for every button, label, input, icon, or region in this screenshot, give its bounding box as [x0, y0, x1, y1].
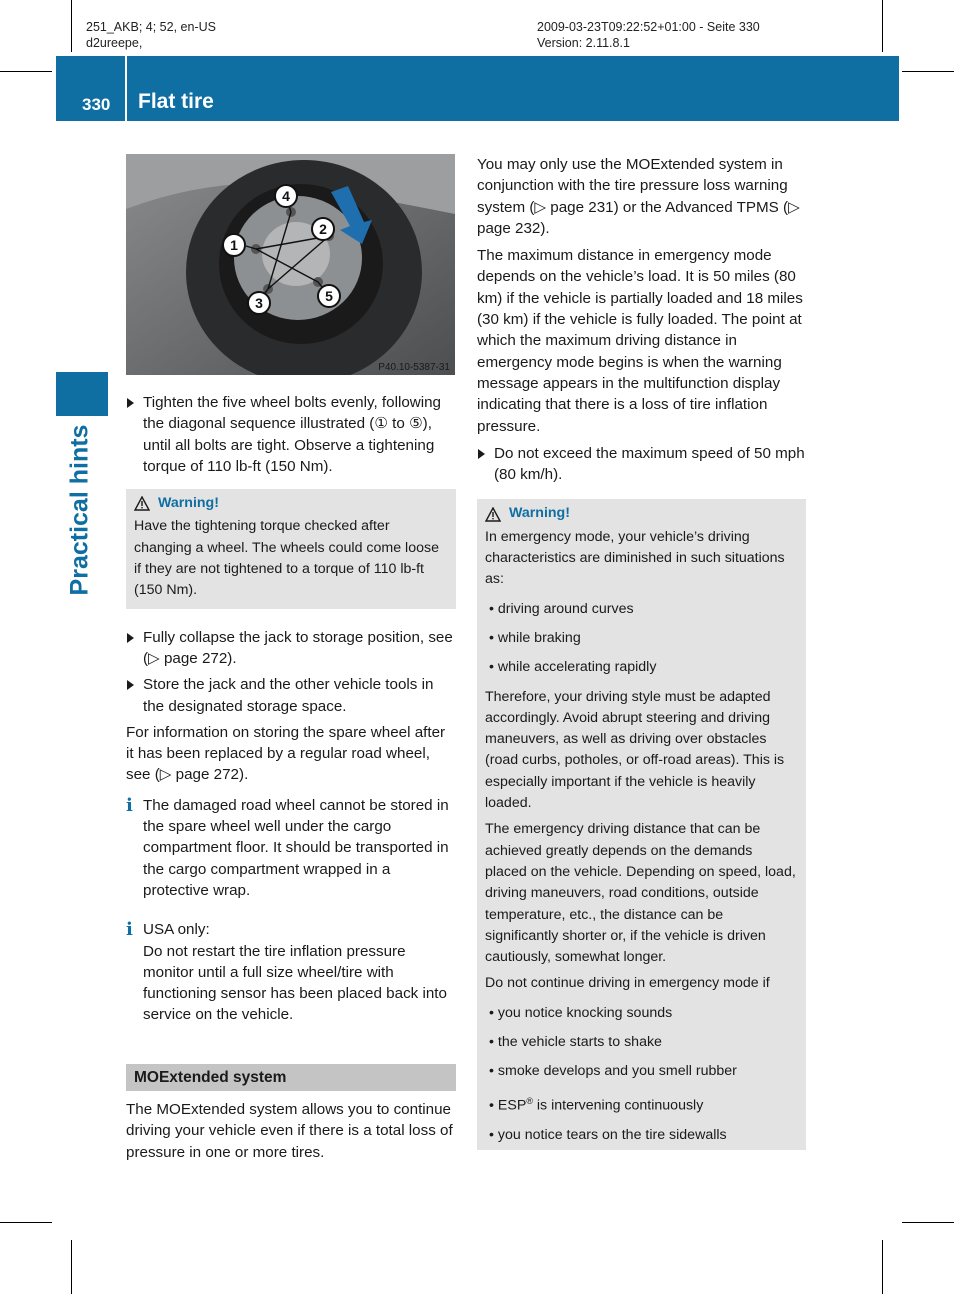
step-text: Tighten the five wheel bolts evenly, following the diagonal sequence illustrated (① to ⑤), until all bolts are tight. Observe a tightening torque of 110 lb-ft (150 Nm).: [143, 394, 442, 475]
instruction-step: [126, 674, 456, 717]
step-text: Do not exceed the maximum speed of 50 mph (80 km/h).: [494, 444, 805, 484]
meta-left-line2: d2ureepe,: [86, 36, 143, 50]
registered-mark: ®: [526, 1095, 533, 1106]
wheel-bolt-figure: [126, 154, 455, 375]
warning-bullet: • smoke develops and you smell rubber: [489, 1063, 737, 1080]
header-separator: [125, 56, 127, 121]
instruction-step: [126, 627, 456, 670]
side-tab: [56, 372, 108, 416]
figure-callout: 2: [319, 221, 327, 237]
chapter-title: Flat tire: [138, 90, 214, 113]
meta-right-line1: 2009-03-23T09:22:52+01:00 - Seite 330: [537, 20, 760, 34]
esp-bullet-prefix: • ESP: [489, 1097, 527, 1114]
section-heading: MOExtended system: [126, 1064, 456, 1091]
warning-triangle-icon: [485, 507, 501, 522]
instruction-step: [477, 443, 809, 486]
warning-text: Do not continue driving in emergency mode if: [485, 975, 770, 992]
info-heading: USA only:: [143, 921, 210, 939]
crop-mark: [0, 71, 52, 72]
figure-callout: 3: [255, 295, 263, 311]
info-icon: i: [126, 794, 133, 816]
info-note: [126, 795, 456, 901]
warning-triangle-icon: [134, 496, 150, 511]
step-text: Fully collapse the jack to storage position, see (▷ page 272).: [143, 628, 453, 667]
crop-mark: [0, 1222, 52, 1223]
crop-mark: [882, 1240, 883, 1294]
body-paragraph: The maximum distance in emergency mode depends on the vehicle’s load. It is 50 miles (80 km) if the vehicle is partially loaded and 18 miles (30 km) if the vehicle is fully loaded. The point at which the maximum driving distance in emergency mode begins is when the warning message appears in the multifunction display indicating that there is a loss of tire inflation pressure.: [477, 247, 803, 435]
warning-bullet: • driving around curves: [489, 600, 634, 617]
crop-mark: [902, 1222, 954, 1223]
info-icon: i: [126, 919, 133, 941]
crop-mark: [902, 71, 954, 72]
info-note: [126, 919, 456, 1025]
warning-bullet: • you notice tears on the tire sidewalls: [489, 1126, 727, 1143]
warning-title: Warning!: [509, 505, 570, 522]
page-number: 330: [82, 95, 111, 114]
step-text: Store the jack and the other vehicle tools in the designated storage space.: [143, 676, 434, 715]
body-paragraph: For information on storing the spare wheel after it has been replaced by a regular road wheel, see (▷ page 272).: [126, 723, 446, 784]
figure-callout: 5: [325, 288, 333, 304]
print-meta-right: [537, 19, 760, 51]
warning-bullet: • while accelerating rapidly: [489, 659, 657, 676]
right-column: [477, 154, 809, 1160]
warning-text: Therefore, your driving style must be adapted accordingly. Avoid abrupt steering and driving maneuvers, as well as driving over obstacles (road curbs, potholes, or off-road areas). This is especially important if the vehicle is heavily loaded.: [485, 688, 785, 812]
crop-mark: [71, 1240, 72, 1294]
figure-callout: 1: [230, 237, 238, 253]
figure-code: P40.10-5387-31: [378, 362, 450, 373]
warning-bullet: [489, 1091, 798, 1117]
warning-title: Warning!: [158, 495, 219, 512]
step-arrow-icon: [478, 449, 485, 459]
body-paragraph: The MOExtended system allows you to continue driving your vehicle even if there is a total loss of pressure in one or more tires.: [126, 1101, 453, 1161]
warning-header: [134, 493, 448, 514]
info-text: Do not restart the tire inflation pressure monitor until a full size wheel/tire with functioning sensor has been placed back into service on the vehicle.: [143, 942, 447, 1024]
warning-text: The emergency driving distance that can be achieved greatly depends on the demands placed on the vehicle. Depending on speed, load, driving maneuvers, road conditions, outside temperature, etc., the distance can be significantly shorter or, if the vehicle is driven cautiously, somewhat longer.: [485, 821, 796, 966]
warning-bullet: • the vehicle starts to shake: [489, 1033, 662, 1050]
crop-mark: [882, 0, 883, 52]
warning-text: Have the tightening torque checked after changing a wheel. The wheels could come loose if they are not tightened to a torque of 110 lb-ft (150 Nm).: [134, 518, 439, 599]
warning-bullet: • while braking: [489, 629, 581, 646]
step-arrow-icon: [127, 398, 134, 408]
figure-callout: 4: [282, 188, 290, 204]
warning-box: [126, 489, 456, 608]
info-text: The damaged road wheel cannot be stored in the spare wheel well under the cargo compartment floor. It should be transported in the cargo compartment wrapped in a protective wrap.: [143, 796, 449, 899]
warning-bullet: • you notice knocking sounds: [489, 1004, 673, 1021]
step-arrow-icon: [127, 633, 134, 643]
wheel-illustration: [126, 154, 455, 375]
warning-text: In emergency mode, your vehicle’s driving characteristics are diminished in such situations as:: [485, 528, 785, 588]
crop-mark: [71, 0, 72, 52]
print-meta-left: [86, 19, 216, 51]
instruction-step: [126, 392, 456, 477]
side-section-label: Practical hints: [65, 424, 94, 596]
esp-bullet-text: is intervening continuously: [532, 1097, 704, 1114]
step-arrow-icon: [127, 680, 134, 690]
left-column: [126, 392, 456, 1169]
meta-right-line2: Version: 2.11.8.1: [537, 36, 630, 50]
body-paragraph: You may only use the MOExtended system in conjunction with the tire pressure loss warning system (▷ page 231) or the Advanced TPMS (▷ page 232).: [477, 156, 800, 237]
meta-left-line1: 251_AKB; 4; 52, en-US: [86, 20, 216, 34]
warning-box: [477, 499, 806, 1149]
warning-header: [485, 503, 798, 524]
